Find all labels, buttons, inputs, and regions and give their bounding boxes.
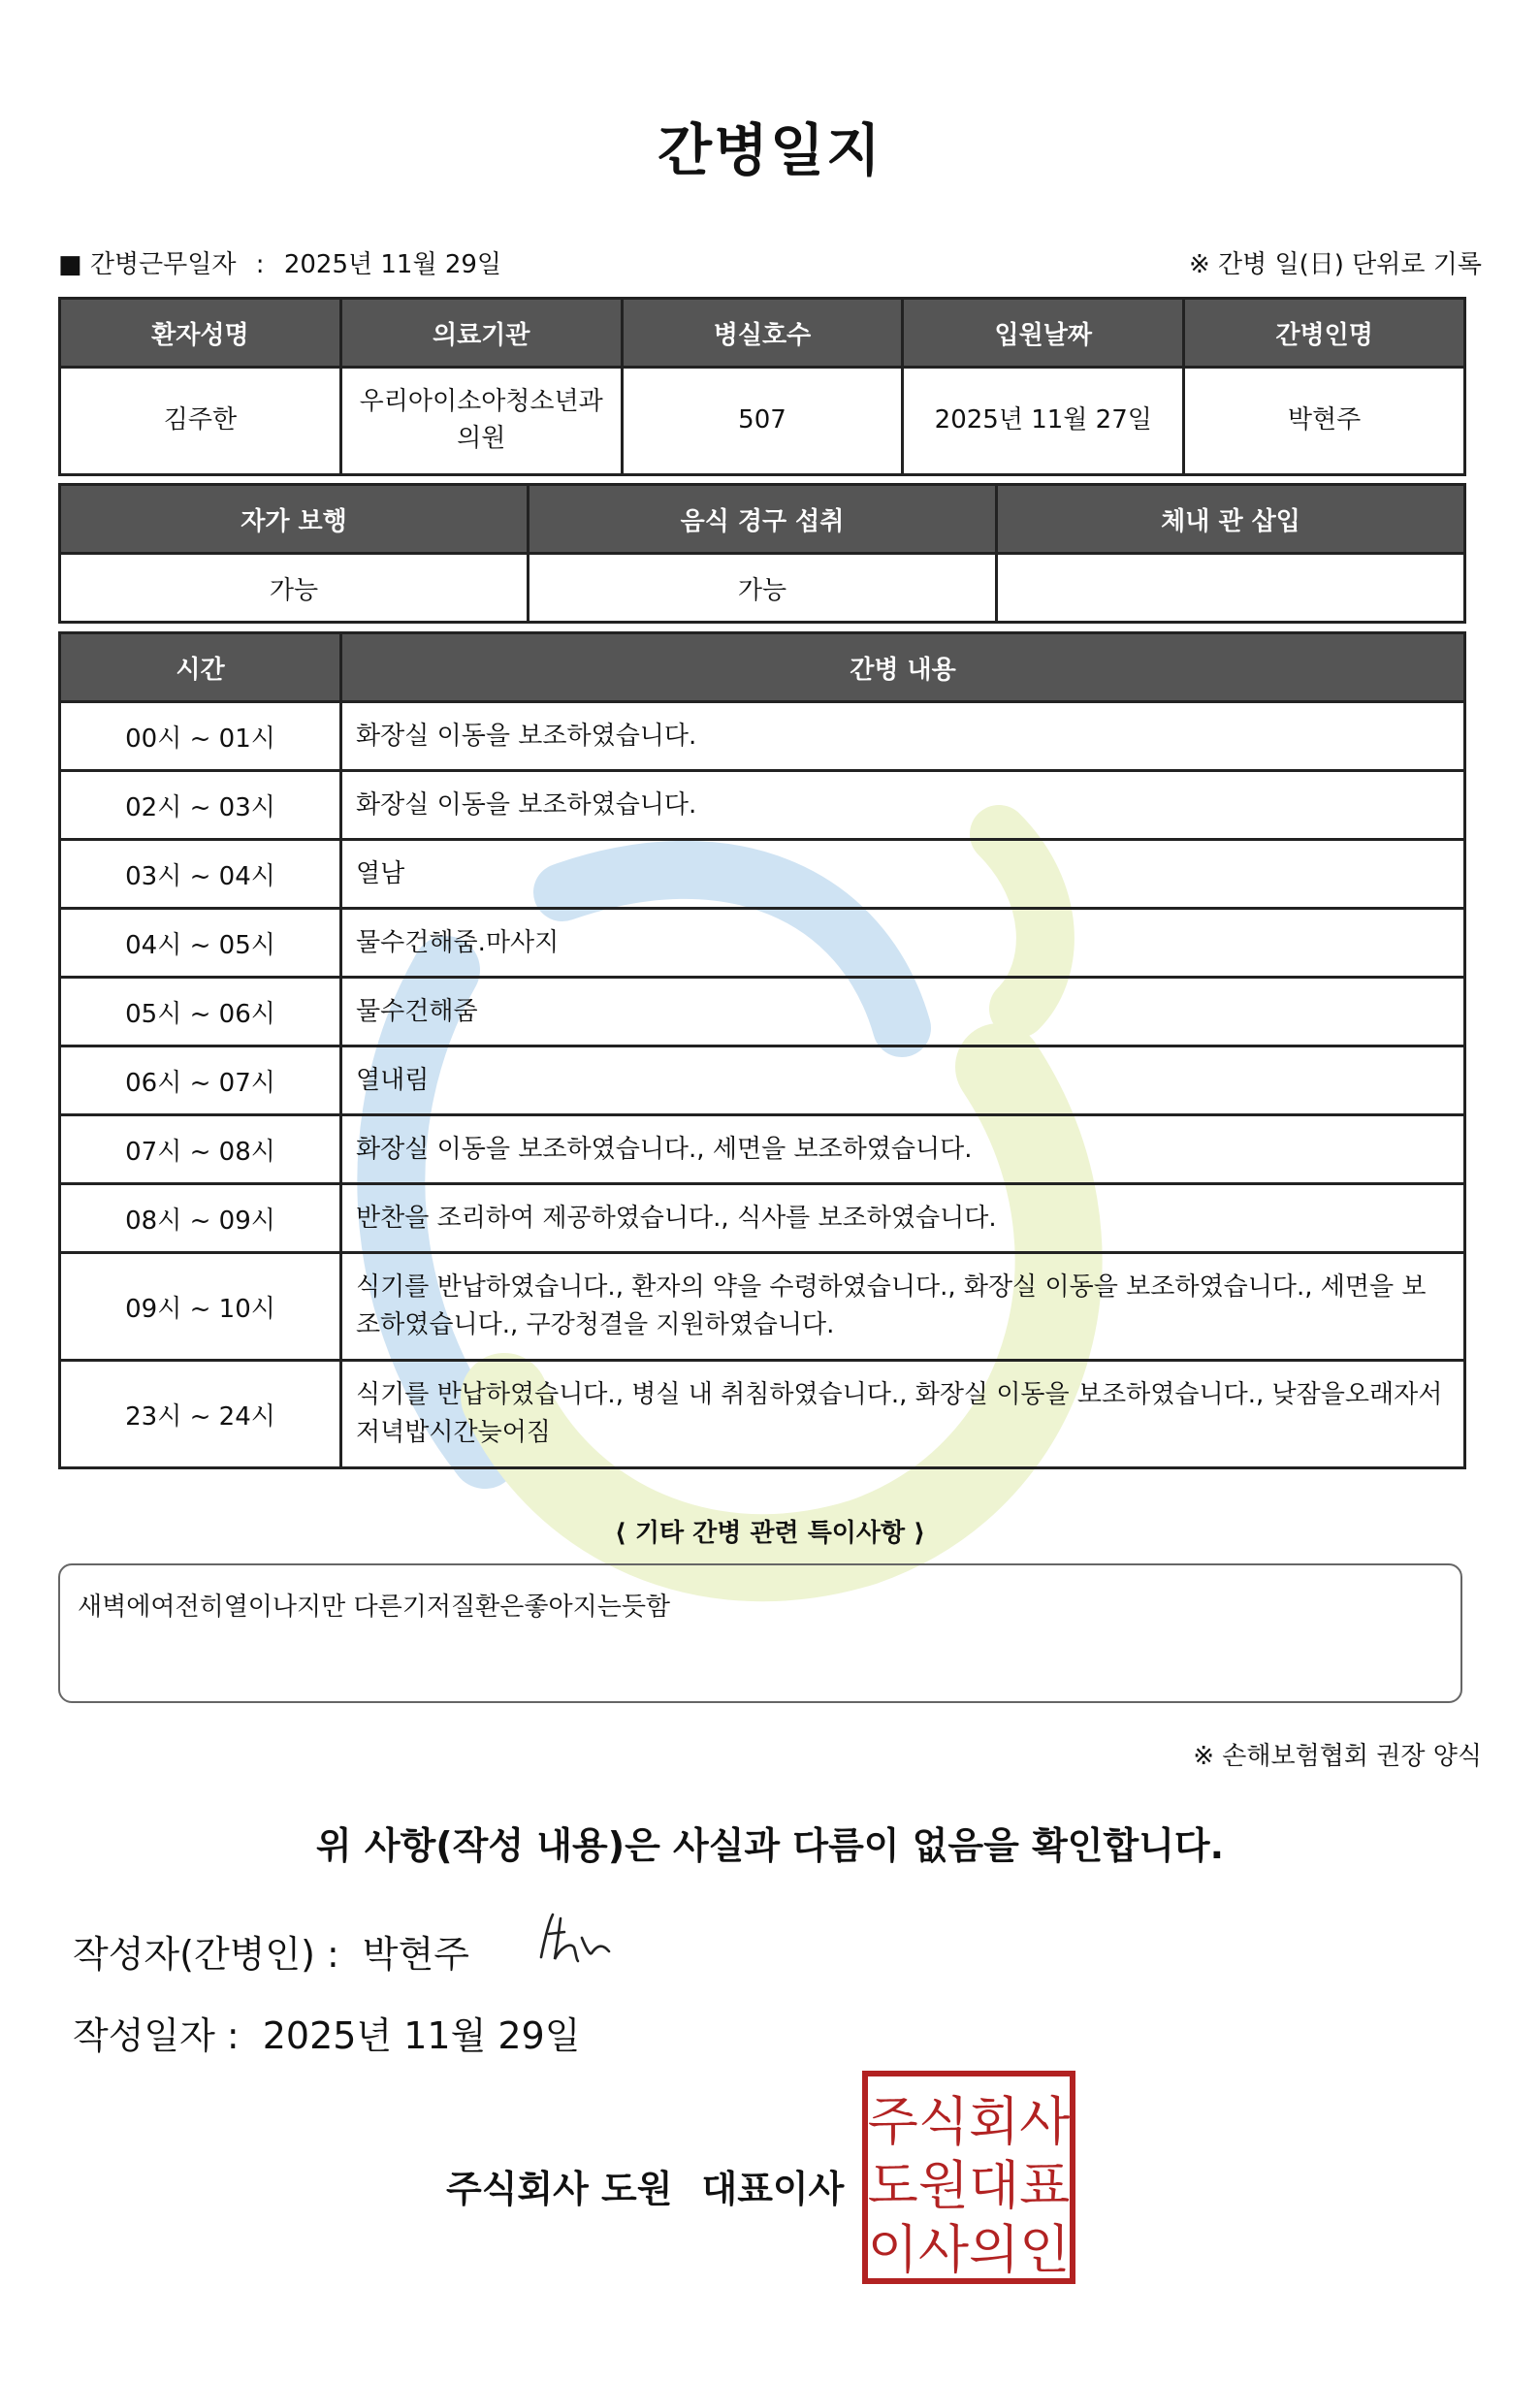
table-row xyxy=(60,1046,1465,1115)
special-notes-title: ⟨ 기타 간병 관련 특이사항 ⟩ xyxy=(614,1519,926,1548)
content-cell: 열남 xyxy=(341,840,1465,909)
header-hospital: 의료기관 xyxy=(340,299,622,368)
company-name: 주식회사 도원 xyxy=(446,2168,673,2210)
table-row xyxy=(60,1184,1465,1253)
writer-name: 박현주 xyxy=(362,1933,469,1976)
time-cell: 06시 ~ 07시 xyxy=(60,1046,341,1115)
company-line xyxy=(446,2159,844,2212)
work-date xyxy=(58,244,501,280)
table-row xyxy=(60,1253,1465,1361)
table-row xyxy=(60,1115,1465,1184)
room-number: 507 xyxy=(622,368,903,475)
table-row xyxy=(60,840,1465,909)
header-patient-name: 환자성명 xyxy=(60,299,341,368)
content-cell: 식기를 반납하였습니다., 환자의 약을 수령하였습니다., 화장실 이동을 보조하였습니다., 세면을 보조하였습니다., 구강청결을 지원하였습니다. xyxy=(341,1253,1465,1361)
care-log-table xyxy=(58,631,1466,1469)
time-cell: 09시 ~ 10시 xyxy=(60,1253,341,1361)
content-cell: 물수건해줌.마사지 xyxy=(341,909,1465,978)
patient-info-table xyxy=(58,297,1466,476)
written-date-line xyxy=(73,2006,580,2059)
work-date-label: ■ 간병근무일자 xyxy=(58,250,237,279)
company-seal-stamp xyxy=(861,2070,1076,2285)
table-row xyxy=(60,771,1465,840)
header-self-walking: 자가 보행 xyxy=(60,485,529,554)
time-cell: 04시 ~ 05시 xyxy=(60,909,341,978)
header-care-content: 간병 내용 xyxy=(341,633,1465,702)
time-cell: 23시 ~ 24시 xyxy=(60,1361,341,1468)
header-admission-date: 입원날짜 xyxy=(903,299,1184,368)
content-cell: 화장실 이동을 보조하였습니다., 세면을 보조하였습니다. xyxy=(341,1115,1465,1184)
special-notes-box: 새벽에여전히열이나지만 다른기저질환은좋아지는듯함 xyxy=(58,1563,1462,1703)
content-cell: 화장실 이동을 보조하였습니다. xyxy=(341,702,1465,771)
admission-date: 2025년 11월 27일 xyxy=(903,368,1184,475)
time-cell: 03시 ~ 04시 xyxy=(60,840,341,909)
time-cell: 02시 ~ 03시 xyxy=(60,771,341,840)
hospital-name: 우리아이소아청소년과의원 xyxy=(340,368,622,475)
time-cell: 08시 ~ 09시 xyxy=(60,1184,341,1253)
header-room: 병실호수 xyxy=(622,299,903,368)
table-row xyxy=(60,1361,1465,1468)
written-date-label: 작성일자 : xyxy=(73,2014,240,2057)
record-note: ※ 간병 일(日) 단위로 기록 xyxy=(1188,250,1482,279)
caregiver-name: 박현주 xyxy=(1184,368,1465,475)
header-time: 시간 xyxy=(60,633,341,702)
writer-label: 작성자(간병인) : xyxy=(73,1933,339,1976)
header-tube-insertion: 체내 관 삽입 xyxy=(997,485,1465,554)
header-caregiver: 간병인명 xyxy=(1184,299,1465,368)
time-cell: 07시 ~ 08시 xyxy=(60,1115,341,1184)
table-row xyxy=(60,702,1465,771)
work-date-separator: : xyxy=(255,250,265,279)
time-cell: 05시 ~ 06시 xyxy=(60,978,341,1046)
self-walking-value: 가능 xyxy=(60,554,529,623)
content-cell: 열내림 xyxy=(341,1046,1465,1115)
signature-scribble xyxy=(531,1909,628,1967)
recommend-note: ※ 손해보험협회 권장 양식 xyxy=(1193,1742,1482,1771)
oral-intake-value: 가능 xyxy=(529,554,997,623)
writer-line xyxy=(73,1924,469,1978)
written-date-value: 2025년 11월 29일 xyxy=(262,2014,581,2057)
content-cell: 화장실 이동을 보조하였습니다. xyxy=(341,771,1465,840)
document-title: 간병일지 xyxy=(657,117,883,183)
confirmation-statement: 위 사항(작성 내용)은 사실과 다름이 없음을 확인합니다. xyxy=(315,1824,1225,1867)
company-role: 대표이사 xyxy=(701,2168,845,2210)
content-cell: 식기를 반납하였습니다., 병실 내 취침하였습니다., 화장실 이동을 보조하였습니다., 낮잠을오래자서 저녁밥시간늦어짐 xyxy=(341,1361,1465,1468)
patient-name: 김주한 xyxy=(60,368,341,475)
header-oral-intake: 음식 경구 섭취 xyxy=(529,485,997,554)
content-cell: 반찬을 조리하여 제공하였습니다., 식사를 보조하였습니다. xyxy=(341,1184,1465,1253)
table-row xyxy=(60,978,1465,1046)
work-date-value: 2025년 11월 29일 xyxy=(283,250,502,279)
seal-text-line-2: 도원대표 xyxy=(867,2155,1071,2216)
content-cell: 물수건해줌 xyxy=(341,978,1465,1046)
tube-insertion-value xyxy=(997,554,1465,623)
patient-status-table xyxy=(58,483,1466,624)
time-cell: 00시 ~ 01시 xyxy=(60,702,341,771)
seal-text-line-3: 이사의인 xyxy=(867,2219,1071,2280)
table-row xyxy=(60,909,1465,978)
seal-text-line-1: 주식회사 xyxy=(867,2091,1071,2152)
